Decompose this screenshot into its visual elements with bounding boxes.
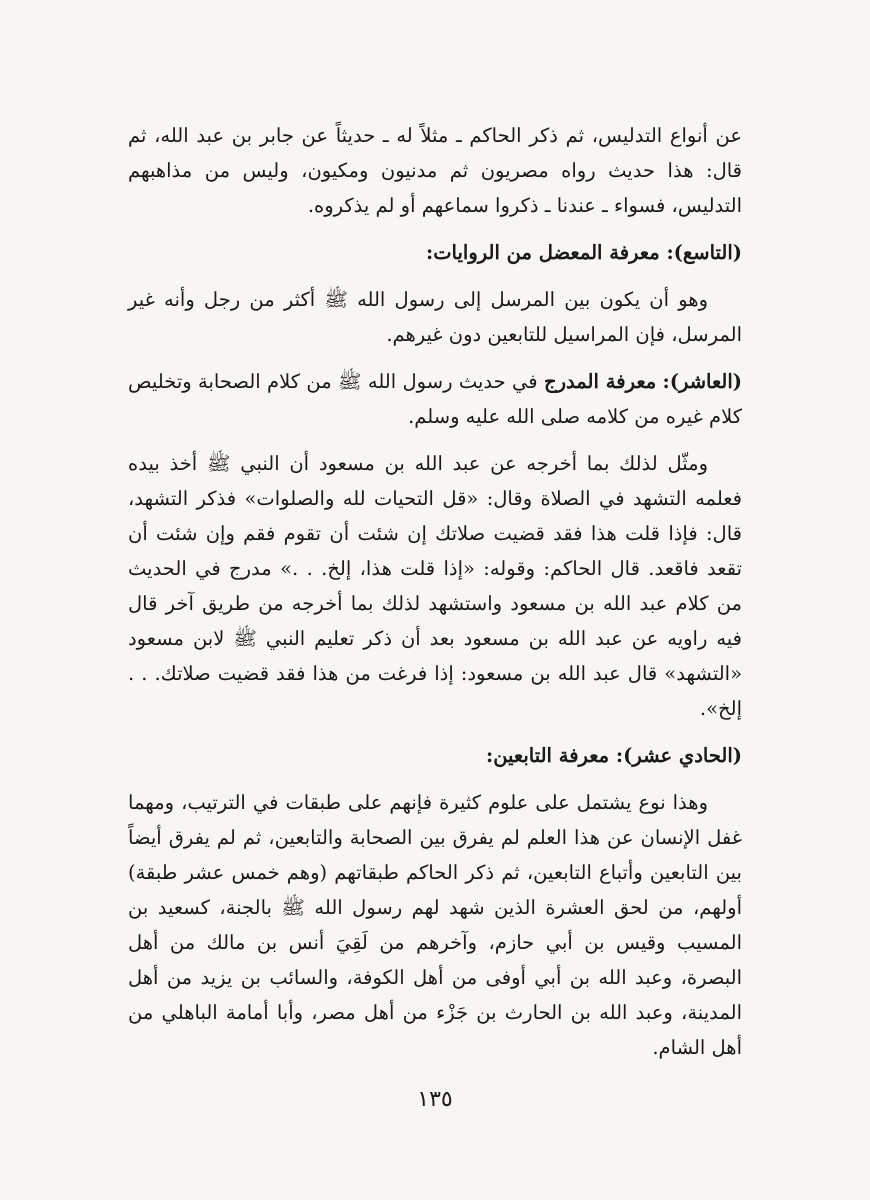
paragraph-mudraj-example: ومثّل لذلك بما أخرجه عن عبد الله بن مسعود أن النبي ﷺ أخذ بيده فعلمه التشهد في الصلاة وقال: «قل التحيات لله والصلوات» فذكر التشهد، قال: فإذا قلت هذا فقد قضيت صلاتك إن شئت أن تقوم فقم وإن شئت أن تقعد فاقعد. قال الحاكم: وقوله: «إذا قلت هذا، إلخ. . .» مدرج في الحديث من كلام عبد الله بن مسعود واستشهد لذلك بما أخرجه من طريق آخر قال فيه راويه عن عبد الله بن مسعود بعد أن ذكر تعليم النبي ﷺ لابن مسعود «التشهد» قال عبد الله بن مسعود: إذا فرغت من هذا فقد قضيت صلاتك. . . إلخ». bbox=[128, 452, 742, 720]
section-heading-eleventh bbox=[128, 738, 742, 773]
heading-title: معرفة المعضل من الروايات: bbox=[426, 241, 660, 264]
heading-title: معرفة المدرج bbox=[543, 370, 657, 393]
paragraph-tadlis-end: عن أنواع التدليس، ثم ذكر الحاكم ـ مثلاً له ـ حديثاً عن جابر بن عبد الله، ثم قال: هذا حديث رواه مصريون ثم مدنيون ومكيون، وليس من مذاهبهم التدليس، فسواء ـ عندنا ـ ذكروا سماعهم أو لم يذكروه. bbox=[128, 124, 742, 217]
paragraph-muadal: وهو أن يكون بين المرسل إلى رسول الله ﷺ أكثر من رجل وأنه غير المرسل، فإن المراسيل للتابعين دون غيرهم. bbox=[128, 288, 742, 346]
paragraph-tabieen: وهذا نوع يشتمل على علوم كثيرة فإنهم على طبقات في الترتيب، ومهما غفل الإنسان عن هذا العلم لم يفرق بين الصحابة والتابعين، ثم لم يفرق أيضاً بين التابعين وأتباع التابعين، ثم ذكر الحاكم طبقاتهم (وهم خمس عشر طبقة) أولهم، من لحق العشرة الذين شهد لهم رسول الله ﷺ بالجنة، كسعيد بن المسيب وقيس بن أبي حازم، وآخرهم من لَقِيَ أنس بن مالك من أهل البصرة، وعبد الله بن أبي أوفى من أهل الكوفة، والسائب بن يزيد من أهل المدينة، وعبد الله بن الحارث بن جَزْء من أهل مصر، وأبا أمامة الباهلي من أهل الشام. bbox=[128, 791, 742, 1059]
section-heading-ninth bbox=[128, 235, 742, 270]
heading-title: معرفة التابعين: bbox=[486, 744, 610, 767]
page-body bbox=[128, 118, 742, 1065]
heading-number: (الحادي عشر): bbox=[615, 744, 742, 767]
heading-number: (التاسع): bbox=[666, 241, 742, 264]
page-number: ١٣٥ bbox=[417, 1087, 453, 1112]
heading-continuation-text: في حديث رسول الله ﷺ من كلام الصحابة وتخليص كلام غيره من كلامه صلى الله عليه وسلم. bbox=[128, 370, 742, 428]
heading-number: (العاشر): bbox=[662, 370, 742, 393]
section-heading-tenth bbox=[128, 364, 742, 434]
